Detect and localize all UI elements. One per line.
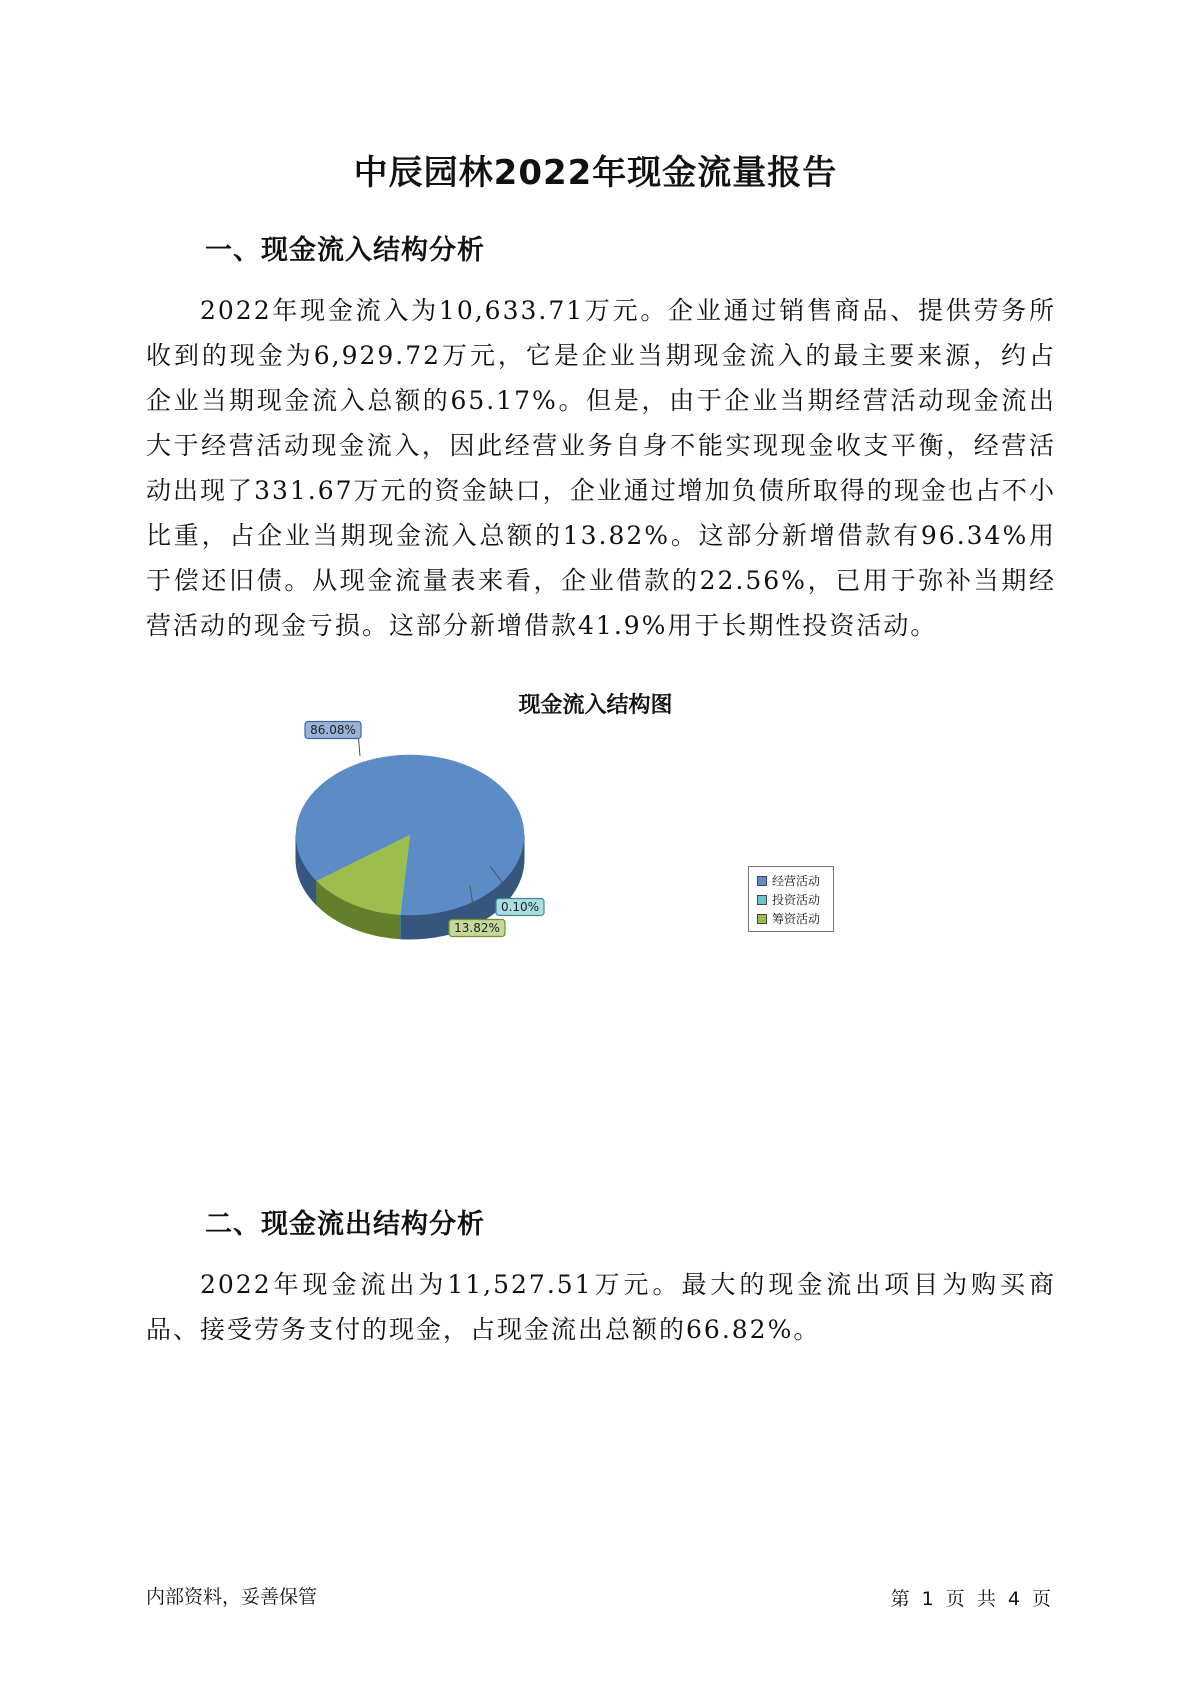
section-heading-cash-inflow: 一、现金流入结构分析 <box>205 235 485 266</box>
legend-item-financing <box>757 909 833 928</box>
paragraph-cash-inflow: 2022年现金流入为10,633.71万元。企业通过销售商品、提供劳务所收到的现金为6,929.72万元，它是企业当期现金流入的最主要来源，约占企业当期现金流入总额的65.17%。但是，由于企业当期经营活动现金流出大于经营活动现金流入，因此经营业务自身不能实现现金收支平衡，经营活动出现了331.67万元的资金缺口，企业通过增加负债所取得的现金也占不小比重，占企业当期现金流入总额的13.82%。这部分新增借款有96.34%用于偿还旧债。从现金流量表来看，企业借款的22.56%，已用于弥补当期经营活动的现金亏损。这部分新增借款41.9%用于长期性投资活动。 <box>146 296 1056 640</box>
legend-label-investing: 投资活动 <box>772 893 821 907</box>
legend-swatch-financing <box>757 914 767 924</box>
data-label-operating: 86.08% <box>310 723 356 737</box>
legend-swatch-operating <box>757 876 767 886</box>
legend-label-operating: 经营活动 <box>772 874 821 888</box>
legend-label-financing: 筹资活动 <box>772 912 821 926</box>
footer-page-number: 第 1 页 共 4 页 <box>890 1588 1051 1610</box>
chart-title: 现金流入结构图 <box>518 693 673 718</box>
section-heading-cash-outflow: 二、现金流出结构分析 <box>205 1209 485 1240</box>
legend-item-investing <box>757 890 833 909</box>
data-label-financing: 13.82% <box>454 921 500 935</box>
paragraph-cash-outflow: 2022年现金流出为11,527.51万元。最大的现金流出项目为购买商品、接受劳务支付的现金，占现金流出总额的66.82%。 <box>146 1270 1056 1344</box>
legend-swatch-investing <box>757 895 767 905</box>
chart-legend <box>748 866 834 932</box>
legend-item-operating <box>757 871 833 890</box>
pie-chart <box>0 723 1191 980</box>
footer-confidential-note: 内部资料，妥善保管 <box>146 1586 318 1608</box>
data-label-investing: 0.10% <box>500 900 540 914</box>
document-title: 中辰园林2022年现金流量报告 <box>353 153 838 193</box>
